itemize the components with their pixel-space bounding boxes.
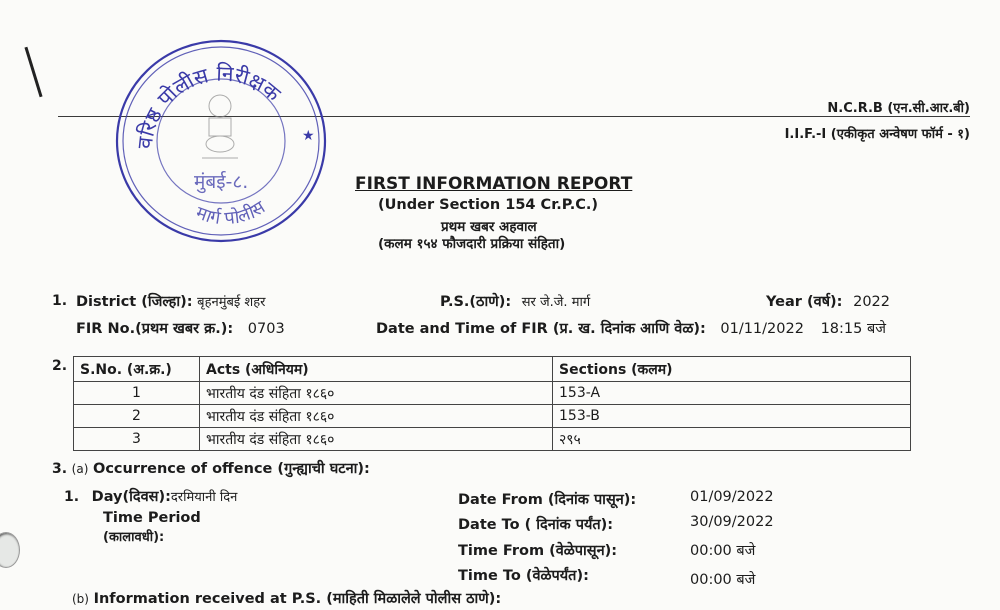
time-period-marathi: (कालावधी): <box>103 530 165 545</box>
police-station-value: सर जे.जे. मार्ग <box>521 295 591 310</box>
ncrb-label: N.C.R.B (एन.सी.आर.बी) <box>827 101 970 116</box>
header-acts: Acts (अधिनियम) <box>200 357 553 382</box>
date-to-label: Date To ( दिनांक पर्यंत): <box>458 517 614 533</box>
time-period-label: Time Period <box>103 510 201 526</box>
svg-text:★: ★ <box>302 128 315 144</box>
header-sno: S.No. (अ.क्र.) <box>74 357 200 382</box>
section-1-number: 1. <box>52 293 68 309</box>
stamp-center-text: मुंबई-८. <box>194 171 249 193</box>
marathi-title: प्रथम खबर अहवाल <box>441 219 537 235</box>
punch-hole <box>0 532 20 568</box>
district-value: बृहनमुंबई शहर <box>197 295 266 310</box>
row-sno: 3 <box>74 428 200 451</box>
date-to-value: 30/09/2022 <box>690 514 774 530</box>
info-received-label: Information received at P.S. (माहिती मिळालेले पोलीस ठाणे): <box>93 591 502 607</box>
section-3b-marker: (b) <box>72 592 89 606</box>
year-label: Year (वर्ष): <box>766 294 843 310</box>
row-section: 153-B <box>553 405 911 428</box>
time-to-label: Time To (वेळेपर्यंत): <box>458 568 589 584</box>
fir-date-value: 01/11/2022 <box>720 321 804 337</box>
marathi-section-label: (कलम १५४ फौजदारी प्रक्रिया संहिता) <box>378 236 566 252</box>
time-to-value: 00:00 बजे <box>690 572 756 588</box>
district-label: District (जिल्हा): <box>76 294 193 310</box>
row-sno: 1 <box>74 382 200 405</box>
fir-number-label: FIR No.(प्रथम खबर क्र.): <box>76 321 234 337</box>
fir-number-value: 0703 <box>247 321 285 337</box>
official-stamp <box>112 36 330 246</box>
acts-sections-table <box>73 356 911 451</box>
svg-text:मार्ग पोलीस: मार्ग पोलीस <box>193 196 269 230</box>
svg-text:वरिष्ठ पोलीस निरीक्षक: वरिष्ठ पोलीस निरीक्षक <box>132 61 286 150</box>
page-title: FIRST INFORMATION REPORT <box>355 174 633 194</box>
fir-datetime-label: Date and Time of FIR (प्र. ख. दिनांक आणि वेळ): <box>376 321 706 337</box>
section-3a-marker: (a) <box>71 462 89 476</box>
item-1-number: 1. <box>64 489 80 505</box>
table-header-row <box>74 357 911 382</box>
iif-form-label: I.I.F.-I (एकीकृत अन्वेषण फॉर्म - १) <box>784 127 970 142</box>
row-act: भारतीय दंड संहिता १८६० <box>200 405 553 428</box>
time-from-label: Time From (वेळेपासून): <box>458 543 618 559</box>
stamp-seal-icon <box>112 36 330 246</box>
police-station-label: P.S.(ठाणे): <box>440 294 512 310</box>
row-section: 153-A <box>553 382 911 405</box>
under-section-label: (Under Section 154 Cr.P.C.) <box>378 197 599 213</box>
row-section: २९५ <box>553 428 911 451</box>
date-from-value: 01/09/2022 <box>690 489 774 505</box>
row-sno: 2 <box>74 405 200 428</box>
table-row <box>74 428 911 451</box>
section-3-number: 3. <box>52 461 68 477</box>
time-from-value: 00:00 बजे <box>690 543 756 559</box>
row-act: भारतीय दंड संहिता १८६० <box>200 382 553 405</box>
day-value: दरमियानी दिन <box>170 490 238 505</box>
table-row <box>74 382 911 405</box>
section-2-number: 2. <box>52 358 68 374</box>
header-sections: Sections (कलम) <box>553 357 911 382</box>
table-row <box>74 405 911 428</box>
year-value: 2022 <box>853 294 890 310</box>
row-act: भारतीय दंड संहिता १८६० <box>200 428 553 451</box>
pen-mark <box>24 47 42 98</box>
day-label: Day(दिवस): <box>91 489 171 505</box>
fir-time-value: 18:15 बजे <box>820 321 886 337</box>
date-from-label: Date From (दिनांक पासून): <box>458 492 637 508</box>
occurrence-label: Occurrence of offence (गुन्ह्याची घटना): <box>93 461 370 477</box>
